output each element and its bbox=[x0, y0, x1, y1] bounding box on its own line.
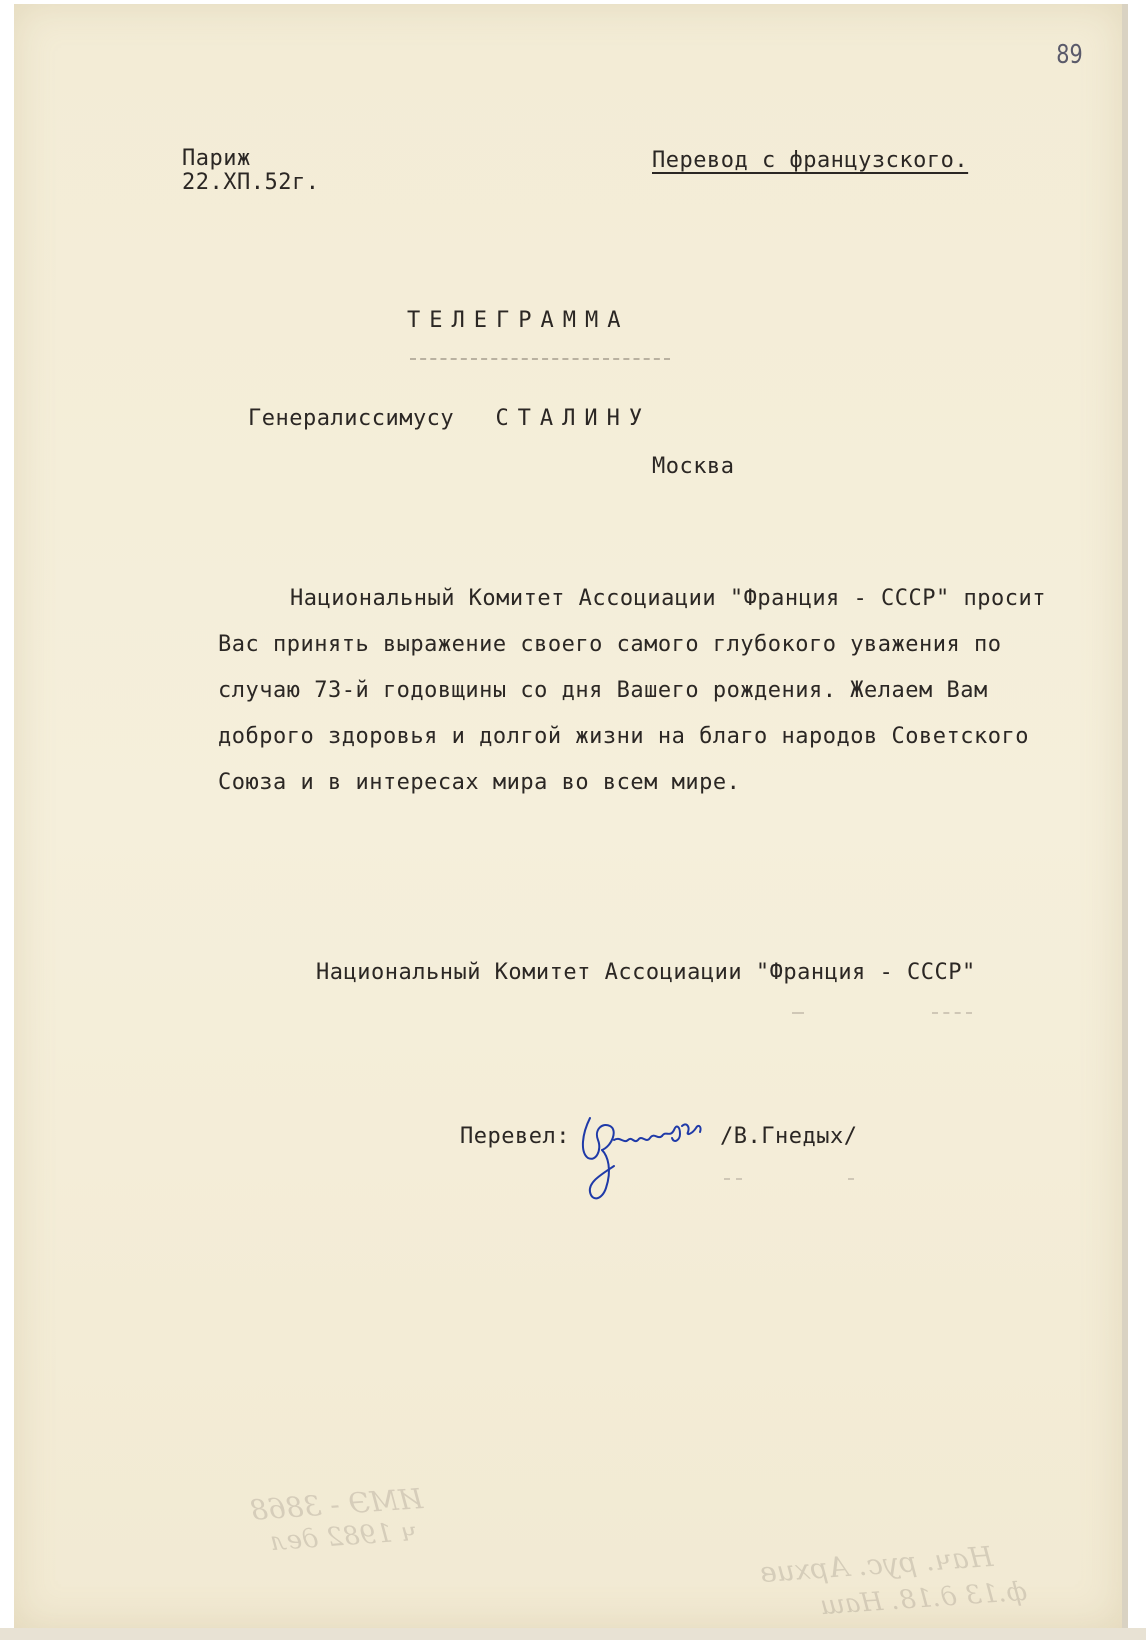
typewriter-smudge bbox=[724, 1178, 742, 1180]
addressee-rank: Генералиссимусу bbox=[248, 406, 455, 431]
body-line: Вас принять выражение своего самого глубокого уважения по bbox=[218, 632, 1002, 657]
body-line: Союза и в интересах мира во всем мире. bbox=[218, 770, 741, 795]
page-number: 89 bbox=[1056, 40, 1083, 70]
page-edge bbox=[1122, 4, 1128, 1628]
addressee bbox=[248, 406, 651, 431]
typewriter-smudge bbox=[792, 1012, 804, 1014]
title-underline bbox=[410, 358, 670, 360]
document-page bbox=[14, 4, 1122, 1628]
archive-stamp-note: ф.13 д.18. Наш bbox=[819, 1576, 1028, 1622]
destination-city: Москва bbox=[652, 454, 735, 479]
typewriter-smudge bbox=[848, 1178, 854, 1180]
body-line: случаю 73-й годовщины со дня Вашего рождения. Желаем Вам bbox=[218, 678, 988, 703]
archive-stamp-note: Нач. рус. Архив bbox=[759, 1539, 995, 1590]
typewriter-smudge bbox=[932, 1012, 972, 1014]
translated-by-label: Перевел: bbox=[460, 1124, 570, 1149]
signatory-organization: Национальный Комитет Ассоциации "Франция - СССР" bbox=[316, 960, 976, 985]
translator-name: /В.Гнедых/ bbox=[720, 1124, 858, 1149]
document-title: ТЕЛЕГРАММА bbox=[407, 308, 630, 333]
archive-stamp-note: ч 1982 дел bbox=[269, 1516, 419, 1558]
translation-note: Перевод с французского. bbox=[652, 148, 969, 173]
body-line: Национальный Комитет Ассоциации "Франция - СССР" просит bbox=[290, 586, 1046, 611]
addressee-name: СТАЛИНУ bbox=[495, 406, 652, 431]
handwritten-signature bbox=[572, 1100, 712, 1210]
telegram-date: 22.XП.52г. bbox=[182, 170, 320, 195]
body-line: доброго здоровья и долгой жизни на благо народов Советского bbox=[218, 724, 1029, 749]
origin-city: Париж bbox=[182, 146, 251, 171]
archive-stamp-note: ИМЭ - 3868 bbox=[249, 1482, 424, 1527]
scan-border bbox=[0, 1628, 1146, 1640]
